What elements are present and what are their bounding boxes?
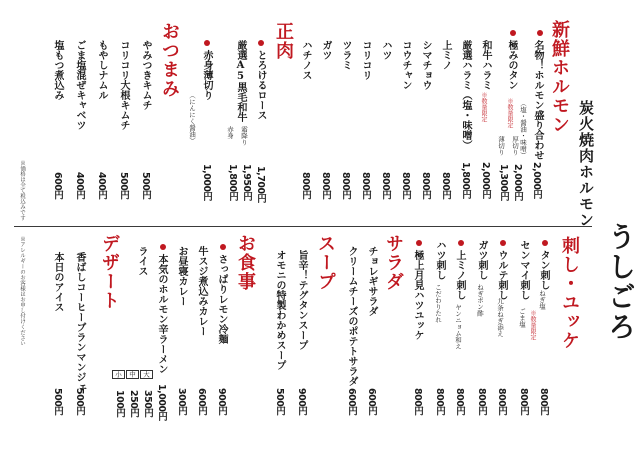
item-price: 900円 xyxy=(216,388,227,416)
brand-tagline: 炭火焼肉ホルモン xyxy=(577,100,595,228)
item-price: 1,700円 xyxy=(255,166,266,203)
item-price: 500円 xyxy=(118,172,129,200)
item-price: 800円 xyxy=(518,388,529,416)
item-note: ※数量限定 xyxy=(529,310,536,340)
item-price: 800円 xyxy=(440,172,451,200)
item-name: クリームチーズのポテトサラダ xyxy=(346,246,357,386)
item-price: 800円 xyxy=(360,172,371,200)
item-name: 本日のアイス xyxy=(52,252,63,312)
bullet-icon xyxy=(160,244,166,250)
item-name: シマチョウ xyxy=(420,40,431,90)
item-price: 500円 xyxy=(274,388,285,416)
option-price: 1,300円 xyxy=(498,164,509,201)
item-price: 500円 xyxy=(74,388,85,416)
option-price: 250円 xyxy=(128,390,139,418)
section-title-salad: サラダ xyxy=(383,234,404,291)
section-title-snacks: おつまみ xyxy=(159,22,180,98)
item-name: 本気のホルモン辛ラーメン xyxy=(156,254,167,374)
item-name: とろけるロース xyxy=(255,50,266,120)
section-title-soup: スープ xyxy=(315,234,336,291)
item-name: ガツ xyxy=(320,40,331,60)
item-name: 極みのタン xyxy=(506,40,517,90)
item-sub: ねぎ塩 xyxy=(538,290,546,310)
item-price: 600円 xyxy=(52,172,63,200)
item-price: 800円 xyxy=(380,172,391,200)
item-price: 600円 xyxy=(366,388,377,416)
item-name: 厳選A5黒毛和牛 xyxy=(235,40,246,122)
item-price: 800円 xyxy=(420,172,431,200)
item-name: タン刺し xyxy=(538,250,549,290)
section-title-meat: 正肉 xyxy=(273,22,294,60)
footnote-tax: ※価格は全て税込みです xyxy=(19,160,25,221)
option-label: 小 xyxy=(112,370,125,379)
item-price: 900円 xyxy=(296,388,307,416)
section-title-sashimi: 刺し・ユッケ xyxy=(559,236,580,350)
item-price: 800円 xyxy=(300,172,311,200)
bullet-icon xyxy=(458,240,464,246)
item-price: 800円 xyxy=(476,388,487,416)
option-price: 1,950円 xyxy=(241,164,252,201)
item-price: 300円 xyxy=(176,388,187,416)
item-name: ごま塩混ぜキャベツ xyxy=(74,40,85,130)
option-label: 薄切り xyxy=(497,136,505,156)
item-name: ハツ刺し xyxy=(434,240,445,280)
option-label: 中 xyxy=(126,370,139,379)
footnote-allergy: ※アレルギーのお客様はお申し付けください xyxy=(19,236,25,346)
item-price: 500円 xyxy=(140,172,151,200)
item-name: やみつきキムチ xyxy=(140,40,151,110)
item-name: コウチャン xyxy=(400,40,411,90)
option-label: 大 xyxy=(140,370,153,379)
option-label: 霜降り xyxy=(240,126,248,146)
option-price: 100円 xyxy=(114,390,125,418)
item-price: 500円 xyxy=(52,388,63,416)
item-price: 2,000円 xyxy=(531,162,542,199)
item-price: 600円 xyxy=(346,388,357,416)
item-sub: 九条ねぎ添え xyxy=(496,298,504,337)
bullet-icon xyxy=(220,244,226,250)
item-name: 極上月見ハツユッケ xyxy=(412,250,423,340)
item-name: ライス xyxy=(136,246,147,276)
item-sub: こだわりたれ xyxy=(434,284,442,323)
item-name: 牛スジ煮込みカレー xyxy=(196,246,207,336)
item-price: 800円 xyxy=(400,172,411,200)
item-name: コリコリ xyxy=(360,40,371,80)
item-price: 800円 xyxy=(412,388,423,416)
item-price: 800円 xyxy=(320,172,331,200)
bullet-icon xyxy=(542,240,548,246)
item-name: ハツ xyxy=(380,40,391,60)
item-price: 1,000円 xyxy=(156,384,167,421)
option-label: 赤身 xyxy=(226,126,234,139)
item-price: 1,800円 xyxy=(460,162,471,199)
item-name: 香ばしコーヒーブランマンジェ xyxy=(74,252,85,392)
item-name: 塩もつ煮込み xyxy=(52,40,63,100)
item-name: 上ミノ刺し xyxy=(454,250,465,300)
item-name: 厳選ハラミ（塩・味噌） xyxy=(460,40,471,150)
item-sub: ねぎポン酢 xyxy=(476,284,484,317)
item-name: さっぱりレモン冷麺 xyxy=(216,254,227,344)
item-price: 400円 xyxy=(74,172,85,200)
item-price: 2,000円 xyxy=(480,162,491,199)
item-name: センマイ刺し xyxy=(518,240,529,300)
option-price: 2,000円 xyxy=(512,164,523,201)
item-name: お昼寝カレー xyxy=(176,246,187,306)
item-price: 600円 xyxy=(196,388,207,416)
item-sub: ヤンニョム和え xyxy=(454,304,462,350)
item-sub: （塩・醤油・味噌） xyxy=(519,100,527,159)
item-price: 800円 xyxy=(538,388,549,416)
item-name: もやしナムル xyxy=(96,40,107,100)
item-name: コリコリ大根キムチ xyxy=(118,40,129,130)
section-divider xyxy=(14,226,592,227)
item-name: 和牛ハラミ xyxy=(480,40,491,90)
item-name: 名物！ホルモン盛り合わせ xyxy=(532,40,543,160)
item-name: ウルテ刺し xyxy=(496,250,507,300)
option-label: 厚切り xyxy=(511,136,519,156)
bullet-icon xyxy=(537,30,543,36)
item-name: チョレギサラダ xyxy=(366,246,377,316)
section-title-dessert: デザート xyxy=(99,234,120,310)
section-title-meals: お食事 xyxy=(235,234,256,291)
item-name: 赤身薄切り xyxy=(201,50,212,100)
item-price: 800円 xyxy=(454,388,465,416)
option-price: 1,800円 xyxy=(227,164,238,201)
item-note: ※数量限定 xyxy=(480,92,487,122)
item-note: ※数量限定 xyxy=(506,98,513,128)
item-sub: （にんにく醤油） xyxy=(188,92,196,144)
item-price: 800円 xyxy=(496,388,507,416)
bullet-icon xyxy=(204,40,210,46)
item-name: 上ミノ xyxy=(440,40,451,70)
item-name: 旨辛！テグタンスープ xyxy=(296,250,307,350)
bullet-icon xyxy=(258,40,264,46)
item-price: 400円 xyxy=(96,172,107,200)
bullet-icon xyxy=(500,240,506,246)
item-name: オモニの特製わかめスープ xyxy=(274,250,285,370)
item-name: ツラミ xyxy=(340,40,351,70)
bullet-icon xyxy=(510,30,516,36)
bullet-icon xyxy=(416,240,422,246)
item-price: 1,000円 xyxy=(201,164,212,201)
item-name: ガツ刺し xyxy=(476,240,487,280)
item-name: ハチノス xyxy=(300,40,311,80)
item-price: 800円 xyxy=(434,388,445,416)
item-sub: ごま塩 xyxy=(518,308,526,328)
item-price: 800円 xyxy=(340,172,351,200)
brand-name: うしごろ xyxy=(604,222,637,342)
option-price: 350円 xyxy=(142,390,153,418)
section-title-hormone: 新鮮ホルモン xyxy=(549,20,570,134)
